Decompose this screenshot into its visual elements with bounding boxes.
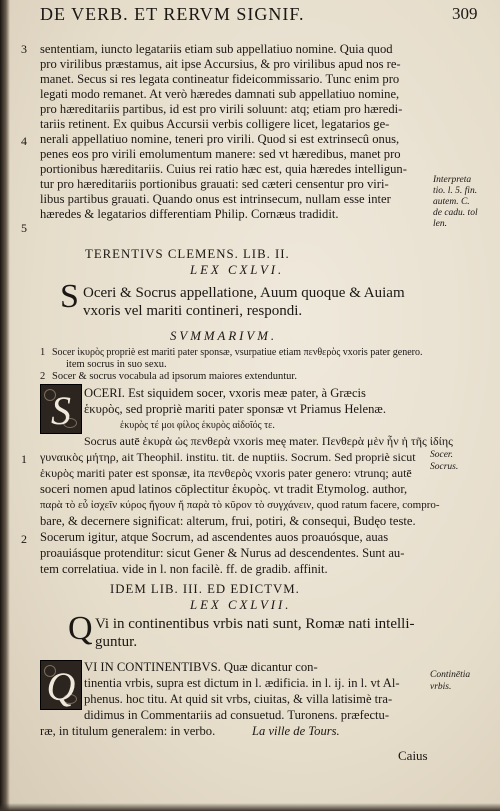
- text-line: portionibus hæreditariis. Cuius rei ratio hæc est, quia hæredes intelligun-: [40, 162, 407, 176]
- margin-number: 5: [21, 221, 27, 235]
- text-line: OCERI. Est siquidem socer, vxoris meæ pater, à Græcis: [84, 386, 366, 400]
- marginal-note: len.: [433, 219, 447, 229]
- text-line: libus partibus grauati. Quando onus est intrinsecum, nullam esse inter: [40, 192, 391, 206]
- margin-number: 1: [21, 452, 27, 466]
- running-header: DE VERB. ET RERVM SIGNIF.: [40, 4, 305, 24]
- text-line: pro hæreditariis partibus, id est pro virili soluunt: atq; etiam pro hæredi-: [40, 102, 403, 116]
- text-line: tem correlatiua. vide in l. non facilè. ff. de gradib. affinit.: [40, 562, 328, 576]
- summary-number: 1: [40, 347, 46, 358]
- text-line: Socerum igitur, atque Socrum, ad ascendentes auos proauósque, auas: [40, 530, 389, 544]
- lemma-text: vxoris vel mariti contineri, respondi.: [83, 303, 303, 319]
- text-line: VI IN CONTINENTIBVS. Quæ dicantur con-: [84, 660, 318, 674]
- lemma-text: Vi in continentibus vrbis nati sunt, Romæ nati intelli-: [95, 616, 415, 632]
- summarium-heading: SVMMARIVM.: [170, 329, 278, 343]
- text-line: tinentia vrbis, supra est dictum in l. ædificia. in l. ij. in l. vt Al-: [84, 676, 400, 690]
- marginal-note: tio. l. 5. fin.: [433, 186, 478, 196]
- marginal-note: de cadu. tol: [433, 208, 478, 218]
- summary-number: 2: [40, 371, 46, 382]
- summary-item: item socrus in suo sexu.: [66, 359, 167, 370]
- page-bottom-shadow: [0, 803, 500, 811]
- text-line: tur pro hæreditariis portionibus grauati: sed cæteri censentur pro viri-: [40, 177, 389, 191]
- marginal-note: vrbis.: [430, 682, 452, 692]
- summary-item: Socer ἰκυρὸς propriè est mariti pater sponsæ, vsurpatiue etiam πενθερὸς vxoris pater genero.: [52, 347, 423, 358]
- text-line: sententiam, iuncto legatariis etiam sub appellatiuo nomine. Quia quod: [40, 42, 393, 56]
- text-line: ræ, in titulum generalem: in verbo.: [40, 724, 216, 738]
- text-line: legati modo remanet. At verò hæredes damnati sub appellatiuo nomine,: [40, 87, 400, 101]
- text-line: didimus in Commentariis ad consuetud. Turonens. præfectu-: [84, 708, 390, 722]
- text-line: Socrus autē ἑκυρὰ ὡς πενθερὰ vxoris meę mater. Πενθερὰ μὲν ἦν ἡ τῆς ἰδίης: [84, 434, 453, 448]
- text-line: proauiásque protenditur: sicut Gener & Nurus ad descendentes. Sunt au-: [40, 546, 405, 560]
- text-line: παρὰ τὸ εὖ ἰσχεῖν κύρος ἤγουν ἤ παρὰ τὸ κῦρον τὸ συγχάνειν, quod ratum facere, compro-: [40, 499, 440, 511]
- section-title: TERENTIVS CLEMENS. LIB. II.: [85, 247, 290, 261]
- text-line: tariis retinent. Ex quibus Accursii verbis colligere licet, legatarios ge-: [40, 117, 390, 131]
- text-line: ἑκυρὸς, sed propriè mariti pater sponsæ vt Priamus Helenæ.: [84, 402, 386, 416]
- page-binding-shadow: [0, 0, 10, 811]
- margin-number: 4: [21, 134, 27, 148]
- section-title: IDEM LIB. III. ED EDICTVM.: [110, 582, 300, 596]
- marginal-note: Interpreta: [433, 175, 472, 185]
- text-line: soceri nomen apud latinos cōplectitur ἑκυρὸς. vt tradit Etymolog. author,: [40, 482, 408, 496]
- text-line: ἑκυρὸς mariti pater est sponsæ, ita πενθερὸς vxoris pater genero: vtrunq; autē: [40, 466, 412, 480]
- marginal-note: Continētia: [430, 670, 471, 680]
- margin-number: 3: [21, 42, 27, 56]
- lex-heading: LEX CXLVII.: [190, 598, 292, 612]
- text-line-italic: La ville de Tours.: [252, 724, 340, 738]
- lemma-initial: S: [60, 278, 79, 315]
- text-line: nerali appellatiuo nomine, teneri pro virili. Quod si est extrinsecû onus,: [40, 132, 400, 146]
- lemma-text: Oceri & Socrus appellatione, Auum quoque & Auiam: [83, 285, 405, 301]
- lex-heading: LEX CXLVI.: [190, 263, 285, 277]
- text-line: hæredes & legatarios differentiam Philip. Cornæus tradidit.: [40, 207, 339, 221]
- text-line: bare, & decernere significat: alterum, frui, potiri, & consequi, Budęo teste.: [40, 514, 416, 528]
- text-line: penes eos pro virili emolumentum manere: sed vt hæredibus, manet pro: [40, 147, 401, 161]
- summary-item: Socer & socrus vocabula ad ipsorum maiores extenduntur.: [52, 371, 297, 382]
- marginal-note: autem. C.: [433, 197, 470, 207]
- lemma-initial: Q: [68, 610, 93, 647]
- text-line: pro virilibus præstamus, ait ipse Accursius, & pro virilibus apud nos re-: [40, 57, 401, 71]
- text-line: phenus. hoc titu. At quid sit vrbs, ciuitas, & villa latisimè tra-: [84, 692, 393, 706]
- text-line: ἑκυρὸς τέ μοι φίλος ἑκυρὸς αἰδοῖός τε.: [120, 420, 275, 431]
- decorated-initial-s: S: [40, 384, 82, 434]
- page-number: 309: [452, 4, 478, 23]
- lemma-text: guntur.: [95, 634, 138, 650]
- margin-number: 2: [21, 532, 27, 546]
- catchword: Caius: [398, 748, 428, 763]
- text-line: manet. Secus si res legata contineatur fideicommissario. Tunc enim pro: [40, 72, 400, 86]
- marginal-note: Socrus.: [430, 462, 459, 472]
- decorated-initial-q: Q: [40, 660, 82, 710]
- text-line: γυναικὸς μήτηρ, ait Theophil. institu. tit. de nuptiis. Socrum. Sed propriè sicut: [40, 450, 416, 464]
- marginal-note: Socer.: [430, 450, 453, 460]
